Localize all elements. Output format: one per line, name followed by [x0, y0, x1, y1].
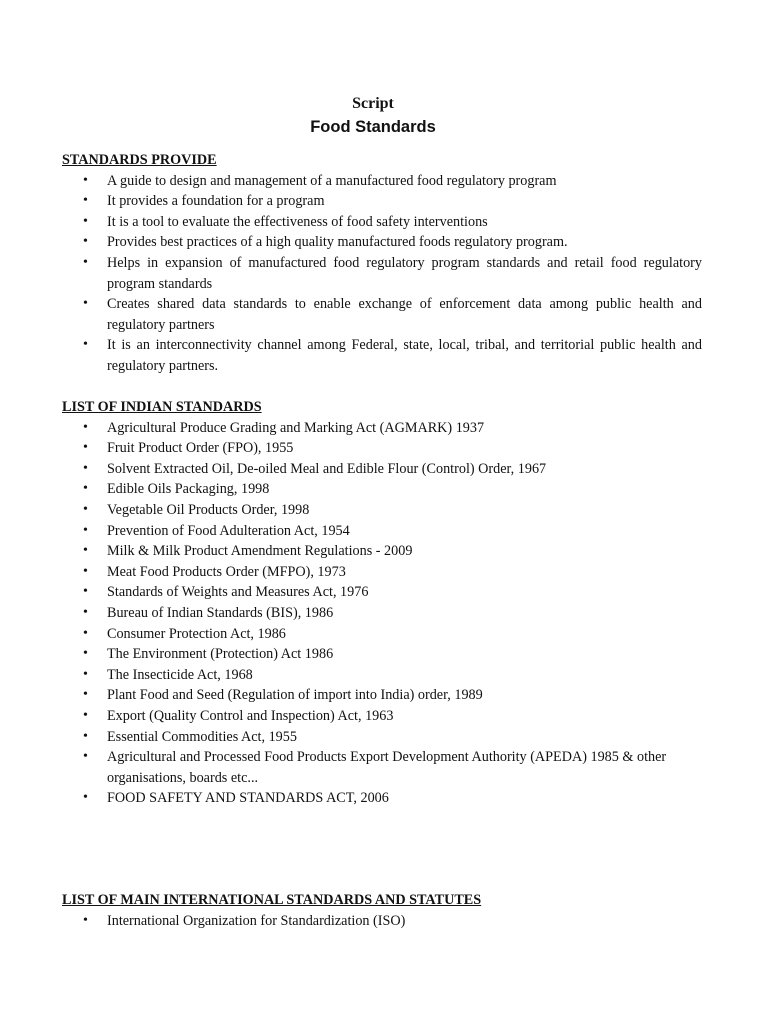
bullet-icon: •: [83, 604, 88, 620]
list-item: [62, 171, 702, 192]
list-item-text: Provides best practices of a high quality manufactured foods regulatory program.: [107, 234, 568, 251]
list-item: [62, 212, 702, 233]
bullet-icon: •: [83, 172, 88, 188]
list-item-text: Edible Oils Packaging, 1998: [107, 481, 270, 498]
list-item-text: Agricultural and Processed Food Products Export Development Authority (APEDA) 1985 & other organisations, boards etc...: [107, 749, 667, 786]
list-item: [62, 788, 702, 809]
list-item-text: Creates shared data standards to enable exchange of enforcement data among public health and regulatory partners: [107, 296, 702, 333]
indian-standards-list: [62, 418, 702, 809]
list-item-text: Export (Quality Control and Inspection) Act, 1963: [107, 707, 394, 724]
list-item-text: Helps in expansion of manufactured food regulatory program standards and retail food regulatory program standards: [107, 254, 702, 292]
bullet-icon: •: [83, 213, 88, 229]
bullet-icon: •: [83, 749, 88, 765]
bullet-icon: •: [83, 234, 88, 250]
standards-provide-list: [62, 171, 702, 377]
list-item: [62, 665, 702, 686]
bullet-icon: •: [83, 543, 88, 559]
bullet-icon: •: [83, 625, 88, 641]
section-heading: STANDARDS PROVIDE: [62, 152, 217, 168]
list-item-text: It is an interconnectivity channel among Federal, state, local, tribal, and territorial public health and regulatory partners.: [107, 337, 702, 374]
list-item-text: The Insecticide Act, 1968: [107, 666, 253, 683]
list-item-text: It provides a foundation for a program: [107, 193, 325, 210]
list-item-text: Meat Food Products Order (MFPO), 1973: [107, 563, 346, 580]
list-item: [62, 438, 702, 459]
list-item-text: Essential Commodities Act, 1955: [107, 728, 297, 745]
list-item: [62, 644, 702, 665]
list-item: [62, 562, 702, 583]
list-item-text: Milk & Milk Product Amendment Regulations - 2009: [107, 543, 413, 560]
bullet-icon: •: [83, 563, 88, 579]
bullet-icon: •: [83, 584, 88, 600]
section-international-standards: [62, 890, 702, 931]
bullet-icon: •: [83, 481, 88, 497]
bullet-icon: •: [83, 254, 88, 270]
list-item-text: FOOD SAFETY AND STANDARDS ACT, 2006: [107, 790, 389, 807]
list-item: [62, 706, 702, 727]
list-item: [62, 294, 702, 335]
list-item: [62, 582, 702, 603]
section-heading: LIST OF INDIAN STANDARDS: [62, 399, 262, 415]
bullet-icon: •: [83, 193, 88, 209]
list-item: [62, 747, 702, 788]
list-item: [62, 418, 702, 439]
bullet-icon: •: [83, 501, 88, 517]
bullet-icon: •: [83, 728, 88, 744]
bullet-icon: •: [83, 666, 88, 682]
list-item-text: Consumer Protection Act, 1986: [107, 625, 286, 642]
bullet-icon: •: [83, 337, 88, 353]
list-item-text: It is a tool to evaluate the effectiveness of food safety interventions: [107, 213, 488, 230]
list-item-text: The Environment (Protection) Act 1986: [107, 646, 334, 663]
list-item: [62, 727, 702, 748]
list-item: [62, 500, 702, 521]
list-item-text: Prevention of Food Adulteration Act, 1954: [107, 522, 350, 539]
list-item-text: Solvent Extracted Oil, De-oiled Meal and Edible Flour (Control) Order, 1967: [107, 460, 547, 477]
list-item: [62, 521, 702, 542]
section-heading: LIST OF MAIN INTERNATIONAL STANDARDS AND STATUTES: [62, 892, 482, 908]
bullet-icon: •: [83, 440, 88, 456]
bullet-icon: •: [83, 707, 88, 723]
list-item-text: A guide to design and management of a manufactured food regulatory program: [107, 172, 557, 189]
bullet-icon: •: [83, 296, 88, 312]
section-indian-standards: [62, 397, 702, 809]
bullet-icon: •: [83, 419, 88, 435]
list-item: [62, 459, 702, 480]
bullet-icon: •: [83, 460, 88, 476]
list-item: [62, 335, 702, 376]
list-item: [62, 911, 702, 932]
list-item-text: Standards of Weights and Measures Act, 1976: [107, 584, 369, 601]
list-item: [62, 541, 702, 562]
bullet-icon: •: [83, 646, 88, 662]
bullet-icon: •: [83, 912, 88, 928]
bullet-icon: •: [83, 790, 88, 806]
international-standards-list: [62, 911, 702, 932]
list-item-text: Plant Food and Seed (Regulation of import into India) order, 1989: [107, 687, 483, 704]
list-item: [62, 191, 702, 212]
bullet-icon: •: [83, 687, 88, 703]
list-item: [62, 624, 702, 645]
bullet-icon: •: [83, 522, 88, 538]
list-item: [62, 685, 702, 706]
list-item: [62, 253, 702, 294]
list-item-text: International Organization for Standardization (ISO): [107, 912, 406, 929]
list-item: [62, 603, 702, 624]
section-standards-provide: [62, 150, 702, 377]
list-item: [62, 232, 702, 253]
list-item-text: Agricultural Produce Grading and Marking Act (AGMARK) 1937: [107, 419, 485, 436]
list-item-text: Bureau of Indian Standards (BIS), 1986: [107, 604, 334, 621]
page-title: Food Standards: [310, 118, 436, 136]
list-item-text: Vegetable Oil Products Order, 1998: [107, 501, 310, 518]
list-item: [62, 479, 702, 500]
list-item-text: Fruit Product Order (FPO), 1955: [107, 440, 294, 457]
script-label: Script: [352, 95, 394, 112]
